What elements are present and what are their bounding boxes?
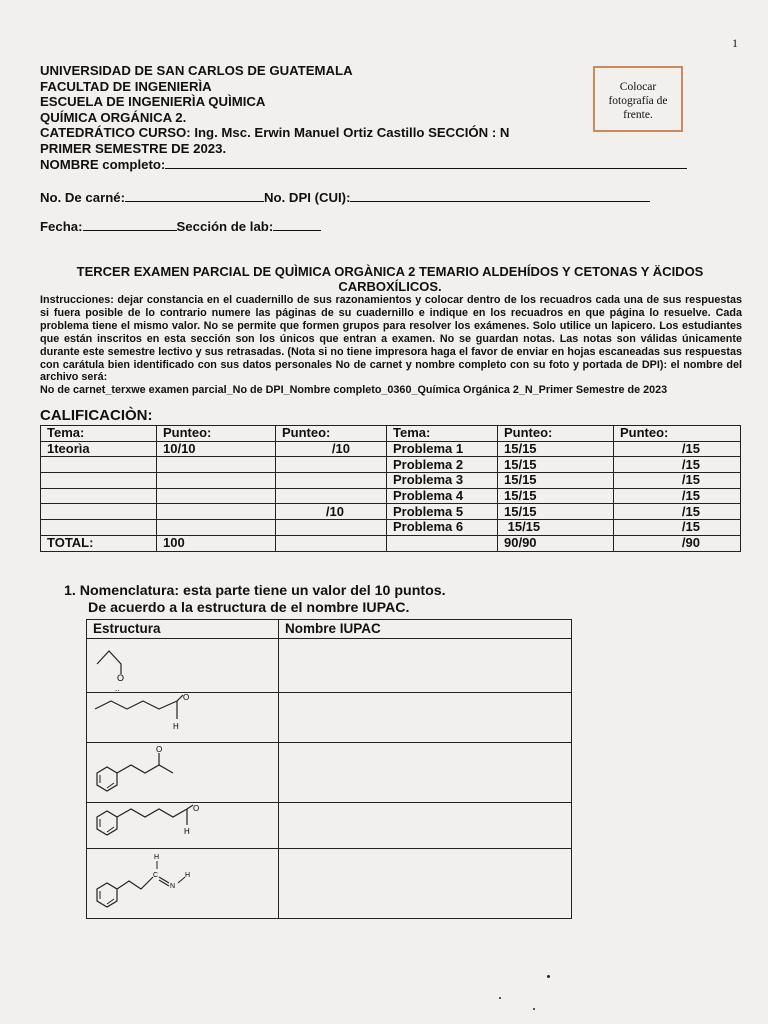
structure-phenylpropanimine bbox=[87, 849, 279, 913]
grades-cell: 10/10 bbox=[157, 441, 276, 457]
nomenclature-table bbox=[86, 619, 572, 919]
grades-cell: 100 bbox=[157, 535, 276, 551]
iupac-answer-cell[interactable] bbox=[279, 639, 572, 693]
atom-label: O bbox=[156, 745, 163, 754]
filename-format: No de carnet_terxwe examen parcial_No de DPI_Nombre completo_0360_Química Orgánica 2_N_Primer Semestre de 2023 bbox=[40, 384, 668, 397]
seccion-lab-label: Sección de lab: bbox=[176, 219, 274, 234]
dpi-label: No. DPI (CUI): bbox=[264, 190, 351, 205]
exam-title bbox=[40, 264, 740, 294]
photo-placeholder-box bbox=[593, 66, 683, 132]
grades-cell bbox=[387, 535, 498, 551]
carne-line[interactable] bbox=[125, 190, 264, 202]
grades-cell: 15/15 bbox=[498, 504, 614, 520]
table-row bbox=[41, 520, 741, 536]
grades-cell bbox=[276, 457, 387, 473]
grades-header-cell: Punteo: bbox=[614, 426, 741, 442]
grades-cell: 15/15 bbox=[498, 473, 614, 489]
atom-label: O bbox=[193, 804, 200, 813]
grades-header-cell: Tema: bbox=[387, 426, 498, 442]
grades-cell bbox=[157, 488, 276, 504]
table-row bbox=[87, 803, 572, 849]
grades-cell: Problema 5 bbox=[387, 504, 498, 520]
grades-cell bbox=[41, 488, 157, 504]
nombre-field bbox=[40, 157, 687, 172]
scan-speck bbox=[547, 975, 550, 978]
header-line: CATEDRÁTICO CURSO: Ing. Msc. Erwin Manuel Ortiz Castillo SECCIÓN : N bbox=[40, 125, 510, 141]
grades-cell bbox=[276, 488, 387, 504]
grades-cell bbox=[41, 457, 157, 473]
grades-cell: 15/15 bbox=[498, 488, 614, 504]
page-number: 1 bbox=[732, 36, 738, 50]
nombre-iupac-header: Nombre IUPAC bbox=[279, 620, 572, 639]
svg-text:..: .. bbox=[115, 684, 120, 693]
table-row bbox=[41, 473, 741, 489]
structure-cell bbox=[87, 639, 279, 693]
structure-phenylpentanal bbox=[87, 803, 279, 843]
header-line: PRIMER SEMESTRE DE 2023. bbox=[40, 140, 227, 156]
estructura-header: Estructura bbox=[87, 620, 279, 639]
grades-header-cell: Punteo: bbox=[157, 426, 276, 442]
table-row bbox=[41, 488, 741, 504]
calificacion-title: CALIFICACIÒN: bbox=[40, 407, 153, 424]
grades-cell: /15 bbox=[614, 473, 741, 489]
structure-cell bbox=[87, 803, 279, 849]
atom-label: N bbox=[170, 883, 176, 890]
institution-header bbox=[40, 63, 509, 157]
iupac-answer-cell[interactable] bbox=[279, 693, 572, 743]
grades-cell: /15 bbox=[614, 520, 741, 536]
grades-header-cell: Punteo: bbox=[276, 426, 387, 442]
carne-label: No. De carné: bbox=[40, 190, 126, 205]
structure-cell bbox=[87, 743, 279, 803]
instructions-block bbox=[40, 294, 742, 397]
table-row bbox=[41, 441, 741, 457]
nombre-label: NOMBRE completo: bbox=[40, 157, 166, 172]
atom-label: C bbox=[153, 872, 159, 879]
grades-cell: /15 bbox=[614, 457, 741, 473]
fecha-line[interactable] bbox=[83, 219, 177, 231]
seccion-lab-line[interactable] bbox=[273, 219, 321, 231]
carne-dpi-field bbox=[40, 190, 650, 205]
grades-cell: 90/90 bbox=[498, 535, 614, 551]
fecha-label: Fecha: bbox=[40, 219, 83, 234]
grades-cell bbox=[157, 520, 276, 536]
grades-cell bbox=[41, 473, 157, 489]
atom-label: H bbox=[154, 854, 160, 861]
atom-label: H bbox=[184, 827, 190, 836]
structure-butanone bbox=[87, 639, 279, 693]
question-1 bbox=[64, 583, 446, 617]
dpi-line[interactable] bbox=[350, 190, 650, 202]
header-line: UNIVERSIDAD DE SAN CARLOS DE GUATEMALA bbox=[40, 63, 353, 78]
grades-cell bbox=[276, 535, 387, 551]
table-row bbox=[87, 849, 572, 919]
nombre-line[interactable] bbox=[165, 157, 687, 169]
grades-cell bbox=[41, 504, 157, 520]
grades-cell: 15/15 bbox=[498, 457, 614, 473]
grades-cell: Problema 2 bbox=[387, 457, 498, 473]
grades-cell bbox=[157, 473, 276, 489]
structure-phenylbutanone bbox=[87, 743, 279, 797]
structure-hexanal bbox=[87, 693, 279, 737]
grades-cell: TOTAL: bbox=[41, 535, 157, 551]
grades-header-cell: Punteo: bbox=[498, 426, 614, 442]
grades-table bbox=[40, 425, 741, 552]
grades-cell: /15 bbox=[614, 441, 741, 457]
grades-cell: Problema 4 bbox=[387, 488, 498, 504]
iupac-answer-cell[interactable] bbox=[279, 743, 572, 803]
grades-cell bbox=[157, 504, 276, 520]
table-row bbox=[87, 693, 572, 743]
question-1-subtitle: De acuerdo a la estructura de el nombre IUPAC. bbox=[88, 600, 410, 616]
grades-header-cell: Tema: bbox=[41, 426, 157, 442]
structure-cell bbox=[87, 693, 279, 743]
atom-label: H bbox=[173, 722, 179, 731]
header-line: QUÍMICA ORGÁNICA 2. bbox=[40, 109, 187, 125]
header-line: ESCUELA DE INGENIERÌA QUÌMICA bbox=[40, 94, 266, 110]
grades-cell: 15/15 bbox=[498, 520, 614, 536]
instructions-text: Instrucciones: dejar constancia en el cuadernillo de sus razonamientos y colocar dentro de los recuadros cada una de sus respuestas si fuera posible de lo contrario numere las páginas de su cuadernillo e indique en los recuadros en que página lo resuelve. Cada problema tiene el mismo valor. No se permite que formen grupos para resolver los exámenes. Solo utilice un lapicero. Los estudiantes que están inscritos en esta sección son los únicos que entran a examen. No se guardan notas. Las notas son válidas únicamente durante este semestre lectivo y sus retrasadas. (Nota si no tiene impresora haga el favor de enviar en hojas escaneadas sus respuestas con carátula bien identificado con sus datos personales No de carnet y nombre completo con su foto y portada de DPI): el nombre del archivo será: bbox=[40, 294, 742, 384]
atom-label: H bbox=[185, 872, 191, 879]
grades-cell: /10 bbox=[276, 504, 387, 520]
grades-cell: /90 bbox=[614, 535, 741, 551]
fecha-seccion-field bbox=[40, 219, 321, 234]
header-line: FACULTAD DE INGENIERÌA bbox=[40, 78, 212, 94]
table-row bbox=[41, 535, 741, 551]
iupac-answer-cell[interactable] bbox=[279, 803, 572, 849]
table-row bbox=[41, 504, 741, 520]
grades-cell: /15 bbox=[614, 504, 741, 520]
photo-box-text: fotografía de bbox=[608, 95, 668, 107]
grades-cell: /10 bbox=[276, 441, 387, 457]
grades-cell bbox=[41, 520, 157, 536]
scan-speck bbox=[533, 1008, 535, 1010]
structure-cell bbox=[87, 849, 279, 919]
table-row bbox=[41, 457, 741, 473]
grades-cell: /15 bbox=[614, 488, 741, 504]
question-1-title: 1. Nomenclatura: esta parte tiene un valor del 10 puntos. bbox=[64, 583, 446, 599]
table-row bbox=[87, 639, 572, 693]
grades-cell bbox=[276, 473, 387, 489]
grades-cell: 15/15 bbox=[498, 441, 614, 457]
scan-speck bbox=[499, 997, 501, 999]
exam-title-line: TERCER EXAMEN PARCIAL DE QUÌMICA ORGÀNICA 2 TEMARIO ALDEHÍDOS Y CETONAS Y ÄCIDOS bbox=[76, 264, 704, 279]
grades-cell bbox=[157, 457, 276, 473]
nomenclature-header-row bbox=[87, 620, 572, 639]
exam-title-line: CARBOXÍLICOS. bbox=[338, 279, 442, 294]
grades-cell: Problema 1 bbox=[387, 441, 498, 457]
grades-cell bbox=[276, 520, 387, 536]
table-row bbox=[87, 743, 572, 803]
atom-label: O bbox=[117, 673, 125, 683]
photo-box-text: frente. bbox=[623, 109, 653, 121]
photo-box-text: Colocar bbox=[619, 81, 657, 93]
atom-label: O bbox=[183, 693, 190, 702]
grades-header-row bbox=[41, 426, 741, 442]
grades-cell: Problema 6 bbox=[387, 520, 498, 536]
grades-cell: 1teorìa bbox=[41, 441, 157, 457]
grades-cell: Problema 3 bbox=[387, 473, 498, 489]
iupac-answer-cell[interactable] bbox=[279, 849, 572, 919]
